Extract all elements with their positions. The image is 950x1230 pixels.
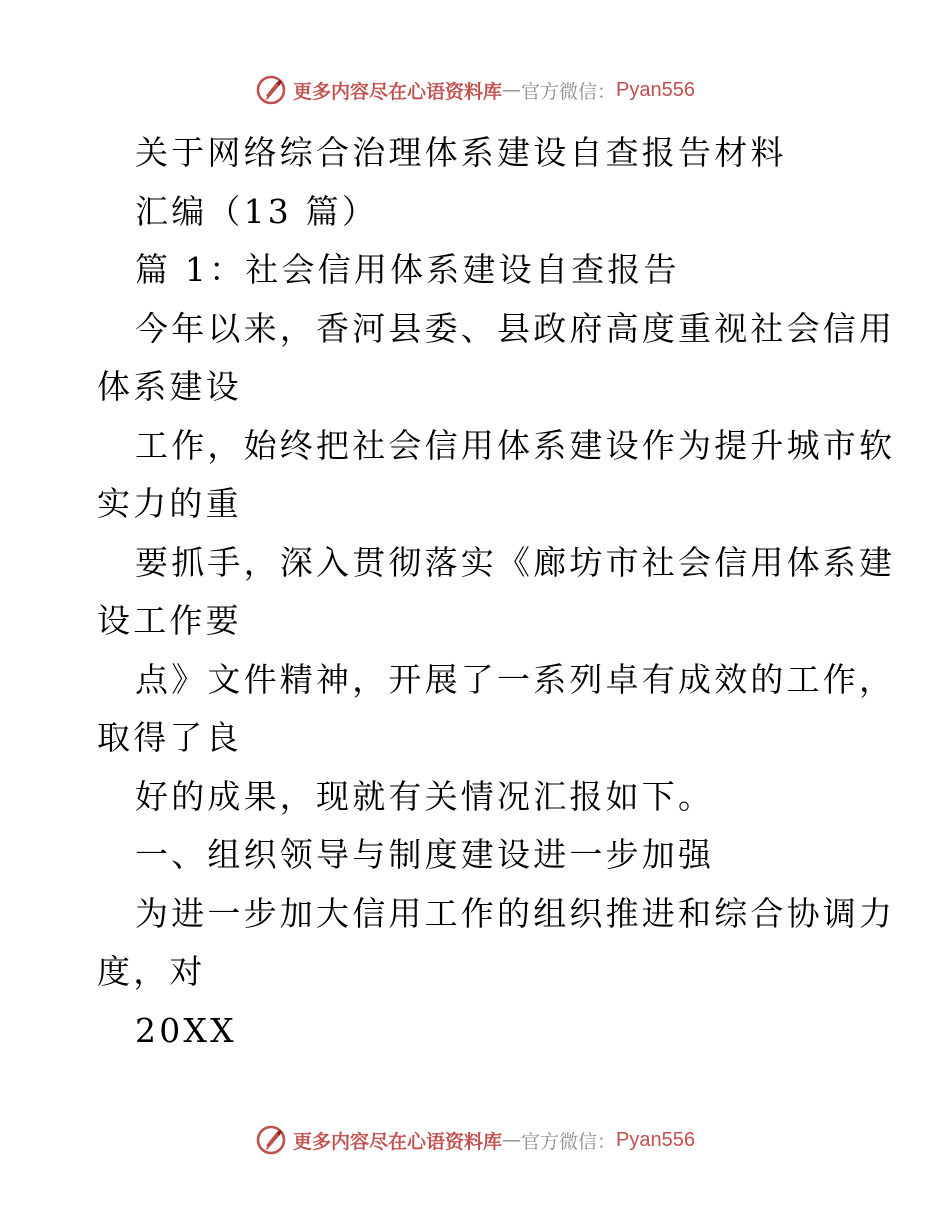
paragraph-line: 为进一步加大信用工作的组织推进和综合协调力 [135, 893, 896, 933]
paragraph-line: 点》文件精神，开展了一系列卓有成效的工作， [135, 659, 896, 699]
banner-site-text: 更多内容尽在心语资料库 [293, 80, 503, 103]
paragraph-line: 20XX [135, 1010, 237, 1050]
banner-wechat-label: 官方微信： [521, 80, 617, 103]
banner-wechat-id: Pyan556 [616, 78, 695, 101]
banner-wechat-label: 官方微信： [521, 1130, 617, 1153]
paragraph-line: 实力的重 [97, 484, 242, 523]
doc-title-line-2: 汇编（13 篇） [135, 191, 379, 231]
pen-logo-icon [255, 1124, 287, 1156]
banner-separator: — [502, 1129, 522, 1151]
paragraph-line: 度，对 [97, 952, 206, 991]
banner-separator: — [502, 79, 522, 101]
header-banner [0, 70, 950, 110]
paragraph-line: 设工作要 [97, 601, 242, 640]
banner-site-text: 更多内容尽在心语资料库 [293, 1130, 503, 1153]
footer-banner [0, 1120, 950, 1160]
document-body [97, 124, 896, 1060]
doc-title-line-1: 关于网络综合治理体系建设自查报告材料 [135, 133, 787, 172]
paragraph-line: 体系建设 [97, 367, 242, 406]
pen-logo-icon [255, 74, 287, 106]
banner-wechat-id: Pyan556 [616, 1128, 695, 1151]
paragraph-line: 今年以来，香河县委、县政府高度重视社会信用 [135, 308, 896, 348]
paragraph-line: 取得了良 [97, 718, 242, 757]
section-heading-1: 篇 1：社会信用体系建设自查报告 [135, 250, 680, 289]
subsection-heading-1: 一、组织领导与制度建设进一步加强 [135, 835, 715, 874]
paragraph-line: 好的成果，现就有关情况汇报如下。 [135, 776, 715, 816]
paragraph-line: 工作，始终把社会信用体系建设作为提升城市软 [135, 425, 896, 465]
paragraph-line: 要抓手，深入贯彻落实《廊坊市社会信用体系建 [135, 542, 896, 582]
